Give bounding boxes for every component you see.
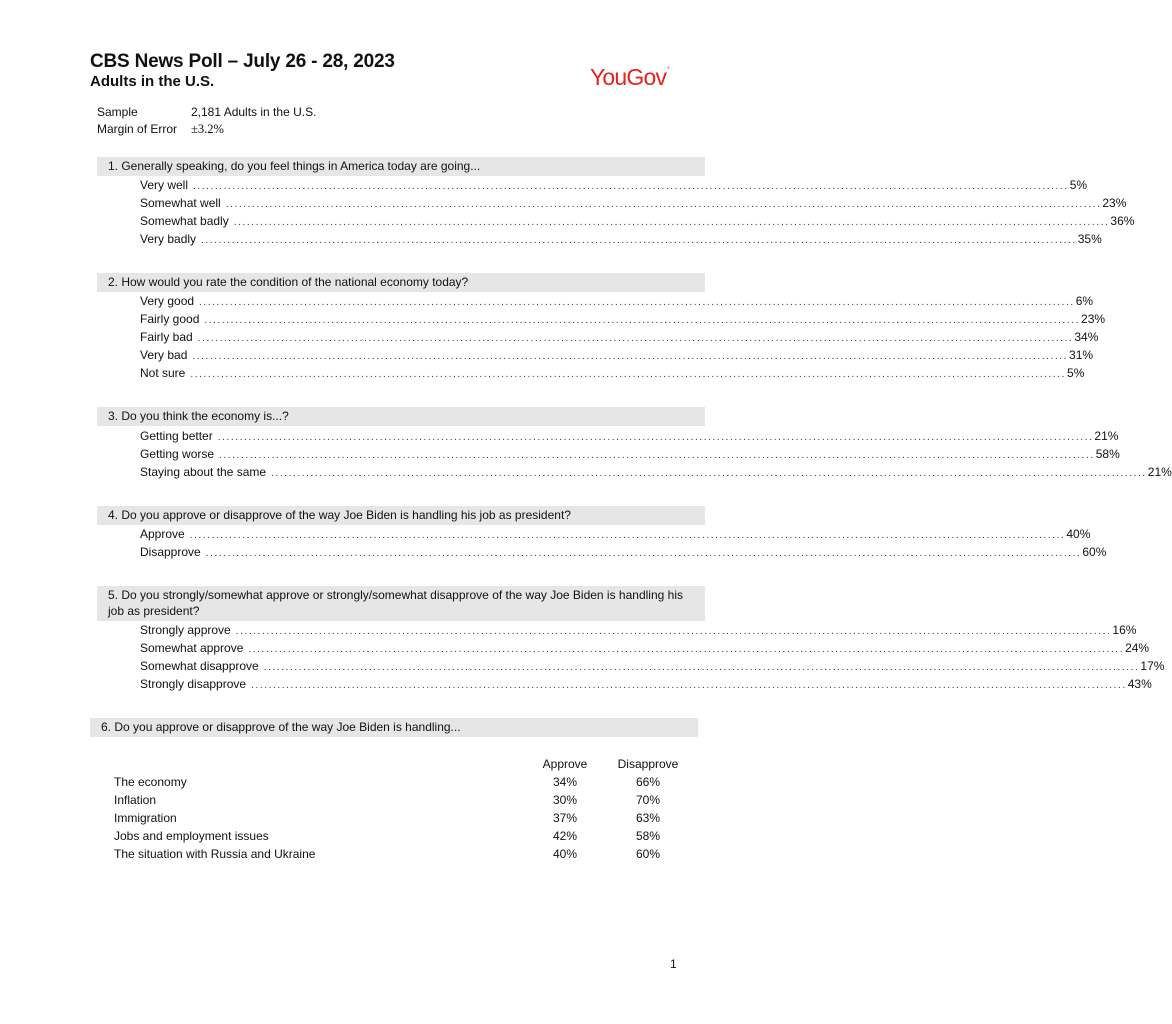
column-header-disapprove: Disapprove (617, 757, 679, 771)
option-label: Fairly bad (140, 330, 193, 344)
sample-label: Sample (97, 105, 138, 119)
disapprove-value: 58% (635, 829, 661, 843)
leader-dots: ........................................................................................................................................................................................................ (192, 351, 1069, 362)
question-2-header: 2. How would you rate the condition of the national economy today? (97, 273, 705, 292)
option-value: 21% (1094, 429, 1119, 443)
option-label: Somewhat disapprove (140, 659, 259, 673)
question-4-header: 4. Do you approve or disapprove of the way Joe Biden is handling his job as president? (97, 506, 705, 525)
option-label: Disapprove (140, 545, 201, 559)
disapprove-value: 70% (635, 793, 661, 807)
q5-option-row (140, 621, 1137, 639)
page-number: 1 (670, 957, 677, 971)
logo-mark: * (667, 67, 669, 73)
q2-option-row (140, 310, 1106, 328)
option-value: 40% (1066, 527, 1091, 541)
option-label: Strongly approve (140, 623, 231, 637)
q1-option-row (140, 212, 1135, 230)
q3-option-row (140, 463, 1172, 481)
q1-option-row (140, 194, 1127, 212)
option-value: 23% (1102, 196, 1127, 210)
logo-text: YouGov (590, 64, 667, 90)
option-value: 43% (1127, 677, 1152, 691)
option-label: Staying about the same (140, 465, 267, 479)
option-value: 31% (1069, 348, 1094, 362)
leader-dots: ........................................................................................................................................................................................................ (199, 297, 1075, 308)
option-value: 21% (1147, 465, 1172, 479)
page-subtitle: Adults in the U.S. (90, 73, 215, 90)
approve-value: 42% (552, 829, 578, 843)
q2-option-row (140, 328, 1099, 346)
option-label: Fairly good (140, 312, 200, 326)
leader-dots: ........................................................................................................................................................................................................ (217, 432, 1094, 443)
approve-value: 40% (552, 847, 578, 861)
option-label: Strongly disapprove (140, 677, 247, 691)
option-value: 60% (1082, 545, 1107, 559)
question-5-header: 5. Do you strongly/somewhat approve or strongly/somewhat disapprove of the way Joe Biden is handling his job as president? (97, 586, 705, 621)
option-label: Getting better (140, 429, 213, 443)
option-value: 58% (1095, 447, 1120, 461)
q2-option-row (140, 364, 1085, 382)
leader-dots: ........................................................................................................................................................................................................ (251, 680, 1127, 691)
leader-dots: ........................................................................................................................................................................................................ (235, 626, 1112, 637)
option-value: 34% (1074, 330, 1099, 344)
leader-dots: ........................................................................................................................................................................................................ (201, 235, 1077, 246)
option-value: 35% (1077, 232, 1102, 246)
leader-dots: ........................................................................................................................................................................................................ (205, 548, 1082, 559)
option-label: Approve (140, 527, 185, 541)
option-value: 5% (1067, 366, 1085, 380)
disapprove-value: 66% (635, 775, 661, 789)
q1-option-row (140, 176, 1088, 194)
q6-column-headers (114, 755, 714, 773)
leader-dots: ........................................................................................................................................................................................................ (190, 369, 1067, 380)
option-label: Very well (140, 178, 189, 192)
question-3-header: 3. Do you think the economy is...? (97, 407, 705, 426)
yougov-logo (590, 64, 668, 91)
q3-option-row (140, 445, 1120, 463)
row-label: Inflation (114, 793, 157, 807)
page-title: CBS News Poll – July 26 - 28, 2023 (90, 51, 395, 72)
question-1-header: 1. Generally speaking, do you feel things in America today are going... (97, 157, 705, 176)
leader-dots: ........................................................................................................................................................................................................ (263, 662, 1140, 673)
leader-dots: ........................................................................................................................................................................................................ (189, 530, 1066, 541)
sample-value: 2,181 Adults in the U.S. (191, 105, 317, 119)
table-row (114, 809, 714, 827)
q5-option-row (140, 657, 1165, 675)
q2-option-row (140, 346, 1094, 364)
option-label: Not sure (140, 366, 186, 380)
option-label: Somewhat badly (140, 214, 229, 228)
row-label: Jobs and employment issues (114, 829, 269, 843)
option-label: Very good (140, 294, 195, 308)
option-value: 24% (1125, 641, 1150, 655)
option-label: Somewhat approve (140, 641, 244, 655)
moe-label: Margin of Error (97, 122, 178, 136)
leader-dots: ........................................................................................................................................................................................................ (233, 217, 1110, 228)
option-value: 17% (1140, 659, 1165, 673)
column-header-approve: Approve (542, 757, 588, 771)
leader-dots: ........................................................................................................................................................................................................ (248, 644, 1125, 655)
option-value: 5% (1069, 178, 1088, 192)
leader-dots: ........................................................................................................................................................................................................ (193, 181, 1069, 192)
row-label: The situation with Russia and Ukraine (114, 847, 316, 861)
option-label: Very bad (140, 348, 188, 362)
leader-dots: ........................................................................................................................................................................................................ (197, 333, 1074, 344)
approve-value: 30% (552, 793, 578, 807)
disapprove-value: 63% (635, 811, 661, 825)
disapprove-value: 60% (635, 847, 661, 861)
q5-option-row (140, 639, 1150, 657)
q4-option-row (140, 543, 1107, 561)
q1-option-row (140, 230, 1102, 248)
option-label: Getting worse (140, 447, 215, 461)
leader-dots: ........................................................................................................................................................................................................ (225, 199, 1102, 210)
question-6-header: 6. Do you approve or disapprove of the way Joe Biden is handling... (90, 718, 698, 737)
table-row (114, 773, 714, 791)
q2-option-row (140, 292, 1094, 310)
q3-option-row (140, 427, 1119, 445)
q4-option-row (140, 525, 1091, 543)
table-row (114, 845, 714, 863)
margin-of-error-row (97, 122, 224, 137)
option-label: Very badly (140, 232, 197, 246)
approve-value: 34% (552, 775, 578, 789)
row-label: The economy (114, 775, 187, 789)
table-row (114, 827, 714, 845)
moe-value: ±3.2% (191, 122, 224, 136)
q5-option-row (140, 675, 1152, 693)
option-label: Somewhat well (140, 196, 221, 210)
sample-row (97, 105, 316, 119)
option-value: 6% (1075, 294, 1094, 308)
option-value: 36% (1110, 214, 1135, 228)
leader-dots: ........................................................................................................................................................................................................ (204, 315, 1081, 326)
option-value: 16% (1112, 623, 1137, 637)
row-label: Immigration (114, 811, 177, 825)
leader-dots: ........................................................................................................................................................................................................ (271, 468, 1147, 479)
leader-dots: ........................................................................................................................................................................................................ (219, 450, 1095, 461)
table-row (114, 791, 714, 809)
option-value: 23% (1081, 312, 1106, 326)
approve-value: 37% (552, 811, 578, 825)
